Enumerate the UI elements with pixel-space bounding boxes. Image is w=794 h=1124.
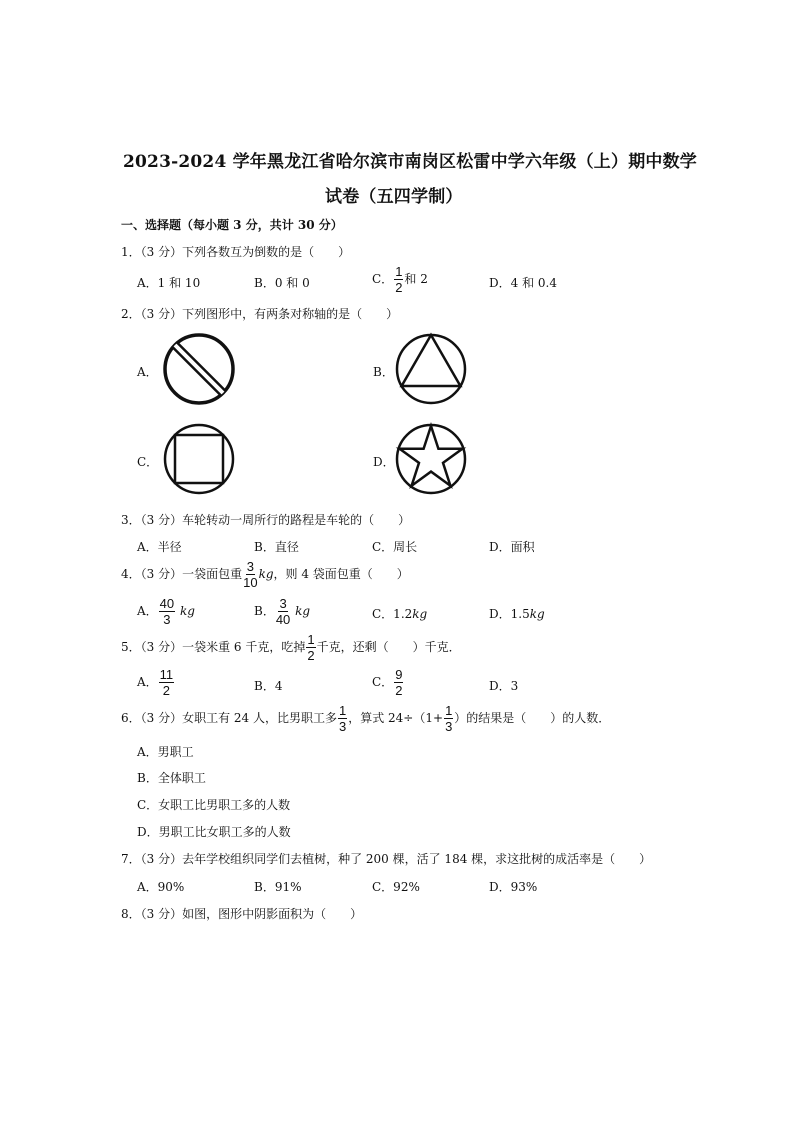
q6-option-a: A．男职工 xyxy=(137,745,194,759)
q4-b-fraction: $\frac{3}{40}$ xyxy=(275,596,291,627)
q6-fraction-2: $\frac{1}{3}$ xyxy=(445,703,453,734)
q3-option-c: C．周长 xyxy=(372,540,418,554)
question-3: 3．（3 分）车轮转动一周所行的路程是车轮的（ ） xyxy=(121,513,411,527)
q5-option-c: C． $\frac{9}{2}$ xyxy=(372,667,403,698)
section-heading: 一、选择题（每小题 3 分，共计 30 分） xyxy=(121,218,343,232)
q3-option-a: A．半径 xyxy=(137,540,182,554)
q1-option-a: A．1 和 10 xyxy=(137,276,201,290)
paper-title-line2: 试卷（五四学制） xyxy=(325,187,463,207)
q5-option-d: D．3 xyxy=(489,679,519,693)
q2-option-c: C． xyxy=(137,455,159,469)
q2-figure-circle-triangle xyxy=(395,333,467,405)
question-7: 7．（3 分）去年学校组织同学们去植树，种了 200 棵，活了 184 棵，求这批树的成活率是（ ） xyxy=(121,852,652,866)
q4-option-b: B． $\frac{3}{40}$ kg xyxy=(254,596,311,627)
q2-figure-circle-star xyxy=(395,423,467,495)
q5-option-a: A． $\frac{11}{2}$ xyxy=(137,667,174,698)
q6-option-b: B．全体职工 xyxy=(137,771,206,785)
q1-option-b: B．0 和 0 xyxy=(254,276,310,290)
q2-figure-circle-diagonal xyxy=(163,333,235,405)
q2-option-a: A． xyxy=(137,365,158,379)
paper-title-line1: 2023-2024 学年黑龙江省哈尔滨市南岗区松雷中学六年级（上）期中数学 xyxy=(123,152,698,172)
q4-fraction: $\frac{3}{10}$ xyxy=(243,559,258,590)
q1-c-fraction: $\frac{1}{2}$ xyxy=(395,264,403,295)
question-1: 1．（3 分）下列各数互为倒数的是（ ） xyxy=(121,245,351,259)
question-4: 4．（3 分）一袋面包重 $\frac{3}{10}$ kg，则 4 袋面包重（ ） xyxy=(121,559,409,590)
q3-option-d: D．面积 xyxy=(489,540,535,554)
q2-figure-circle-square xyxy=(163,423,235,495)
q7-option-b: B．91% xyxy=(254,880,302,894)
q6-option-c: C．女职工比男职工多的人数 xyxy=(137,798,291,812)
q3-option-b: B．直径 xyxy=(254,540,299,554)
q2-option-b: B． xyxy=(373,365,394,379)
q5-c-fraction: $\frac{9}{2}$ xyxy=(395,667,403,698)
q6-option-d: D．男职工比女职工多的人数 xyxy=(137,825,291,839)
q7-option-d: D．93% xyxy=(489,880,538,894)
q7-option-a: A．90% xyxy=(137,880,185,894)
q2-option-d: D． xyxy=(373,455,395,469)
q5-option-b: B．4 xyxy=(254,679,283,693)
question-5: 5．（3 分）一袋米重 6 千克，吃掉 $\frac{1}{2}$ 千克，还剩（ ）千克． xyxy=(121,632,461,663)
q1-option-d: D．4 和 0.4 xyxy=(489,276,557,290)
q4-option-d: D．1.5kg xyxy=(489,607,545,621)
question-2: 2．（3 分）下列图形中，有两条对称轴的是（ ） xyxy=(121,307,399,321)
q7-option-c: C．92% xyxy=(372,880,420,894)
q4-a-fraction: $\frac{40}{3}$ xyxy=(159,596,175,627)
q5-a-fraction: $\frac{11}{2}$ xyxy=(159,667,174,698)
question-8: 8．（3 分）如图，图形中阴影面积为（ ） xyxy=(121,907,363,921)
q5-fraction: $\frac{1}{2}$ xyxy=(307,632,315,663)
q6-fraction-1: $\frac{1}{3}$ xyxy=(338,703,347,734)
question-6: 6．（3 分）女职工有 24 人，比男职工多 $\frac{1}{3}$ ，算式 24÷（1+ $\frac{1}{3}$ ）的结果是（ ）的人数． xyxy=(121,703,611,734)
q1-option-c: C． $\frac{1}{2}$ 和 2 xyxy=(372,264,428,295)
q4-option-a: A． $\frac{40}{3}$ kg xyxy=(137,596,195,627)
q4-option-c: C．1.2kg xyxy=(372,607,428,621)
